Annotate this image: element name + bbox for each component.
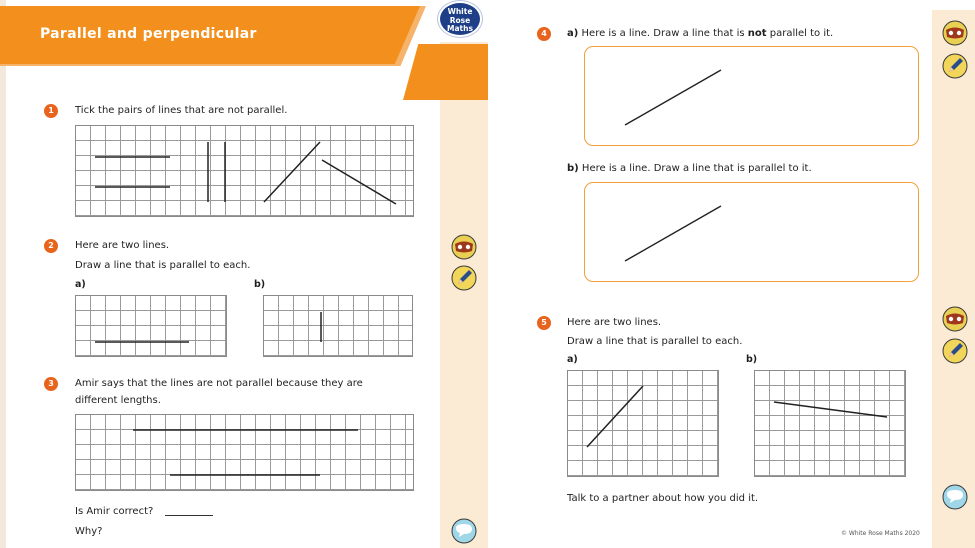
pencil-icon [451,265,477,291]
mask-icon [942,306,968,332]
q4b-line [625,206,721,261]
q4a-prompt: a) Here is a line. Draw a line that is not parallel to it. [567,28,834,39]
q2-label-a: a) [75,279,86,290]
question-number-5: 5 [537,316,551,330]
q1-pair3-line2 [322,160,396,204]
q4a-drawing-box[interactable] [584,46,919,146]
q2-prompt-line1: Here are two lines. [75,240,170,251]
copyright: © White Rose Maths 2020 [841,530,920,537]
question-number-3: 3 [44,377,58,391]
q3-question: Is Amir correct? [75,506,154,517]
q4b-drawing-box[interactable] [584,182,919,282]
q3-grid[interactable] [75,414,414,491]
q1-pair3-line1 [264,142,320,202]
q4b-prompt: b) Here is a line. Draw a line that is parallel to it. [567,163,812,174]
q4a-line [625,70,721,125]
page-title: Parallel and perpendicular [40,26,257,42]
q5b-line [774,402,887,417]
q2b-grid[interactable] [263,295,413,357]
question-number-1: 1 [44,104,58,118]
q2-prompt-line2: Draw a line that is parallel to each. [75,260,251,271]
q3-answer-line[interactable] [165,515,213,516]
q5-label-a: a) [567,354,578,365]
pencil-icon [942,338,968,364]
question-number-2: 2 [44,239,58,253]
q3-prompt-line2: different lengths. [75,395,161,406]
q5a-line [587,386,643,447]
side-strip [440,42,488,548]
speech-bubble-icon [451,518,477,544]
q5b-grid[interactable] [754,370,906,477]
q5-prompt-line1: Here are two lines. [567,317,662,328]
q1-prompt: Tick the pairs of lines that are not parallel. [75,105,288,116]
q5-talk-prompt: Talk to a partner about how you did it. [567,493,759,504]
speech-bubble-icon [942,484,968,510]
worksheet-page-right [490,0,975,548]
q3-prompt-line1: Amir says that the lines are not parallel because they are [75,378,363,389]
q2-label-b: b) [254,279,266,290]
q3-why: Why? [75,526,103,537]
side-strip [932,10,975,548]
mask-icon [942,20,968,46]
q5-label-b: b) [746,354,758,365]
header-corner [403,44,488,100]
white-rose-maths-logo: White Rose Maths [438,1,482,37]
question-number-4: 4 [537,27,551,41]
q2a-grid[interactable] [75,295,227,357]
q5a-grid[interactable] [567,370,719,477]
page-gutter [0,0,6,548]
mask-icon [451,234,477,260]
pencil-icon [942,53,968,79]
q1-grid[interactable] [75,125,414,217]
q1-lines [76,126,413,216]
q5-prompt-line2: Draw a line that is parallel to each. [567,336,743,347]
